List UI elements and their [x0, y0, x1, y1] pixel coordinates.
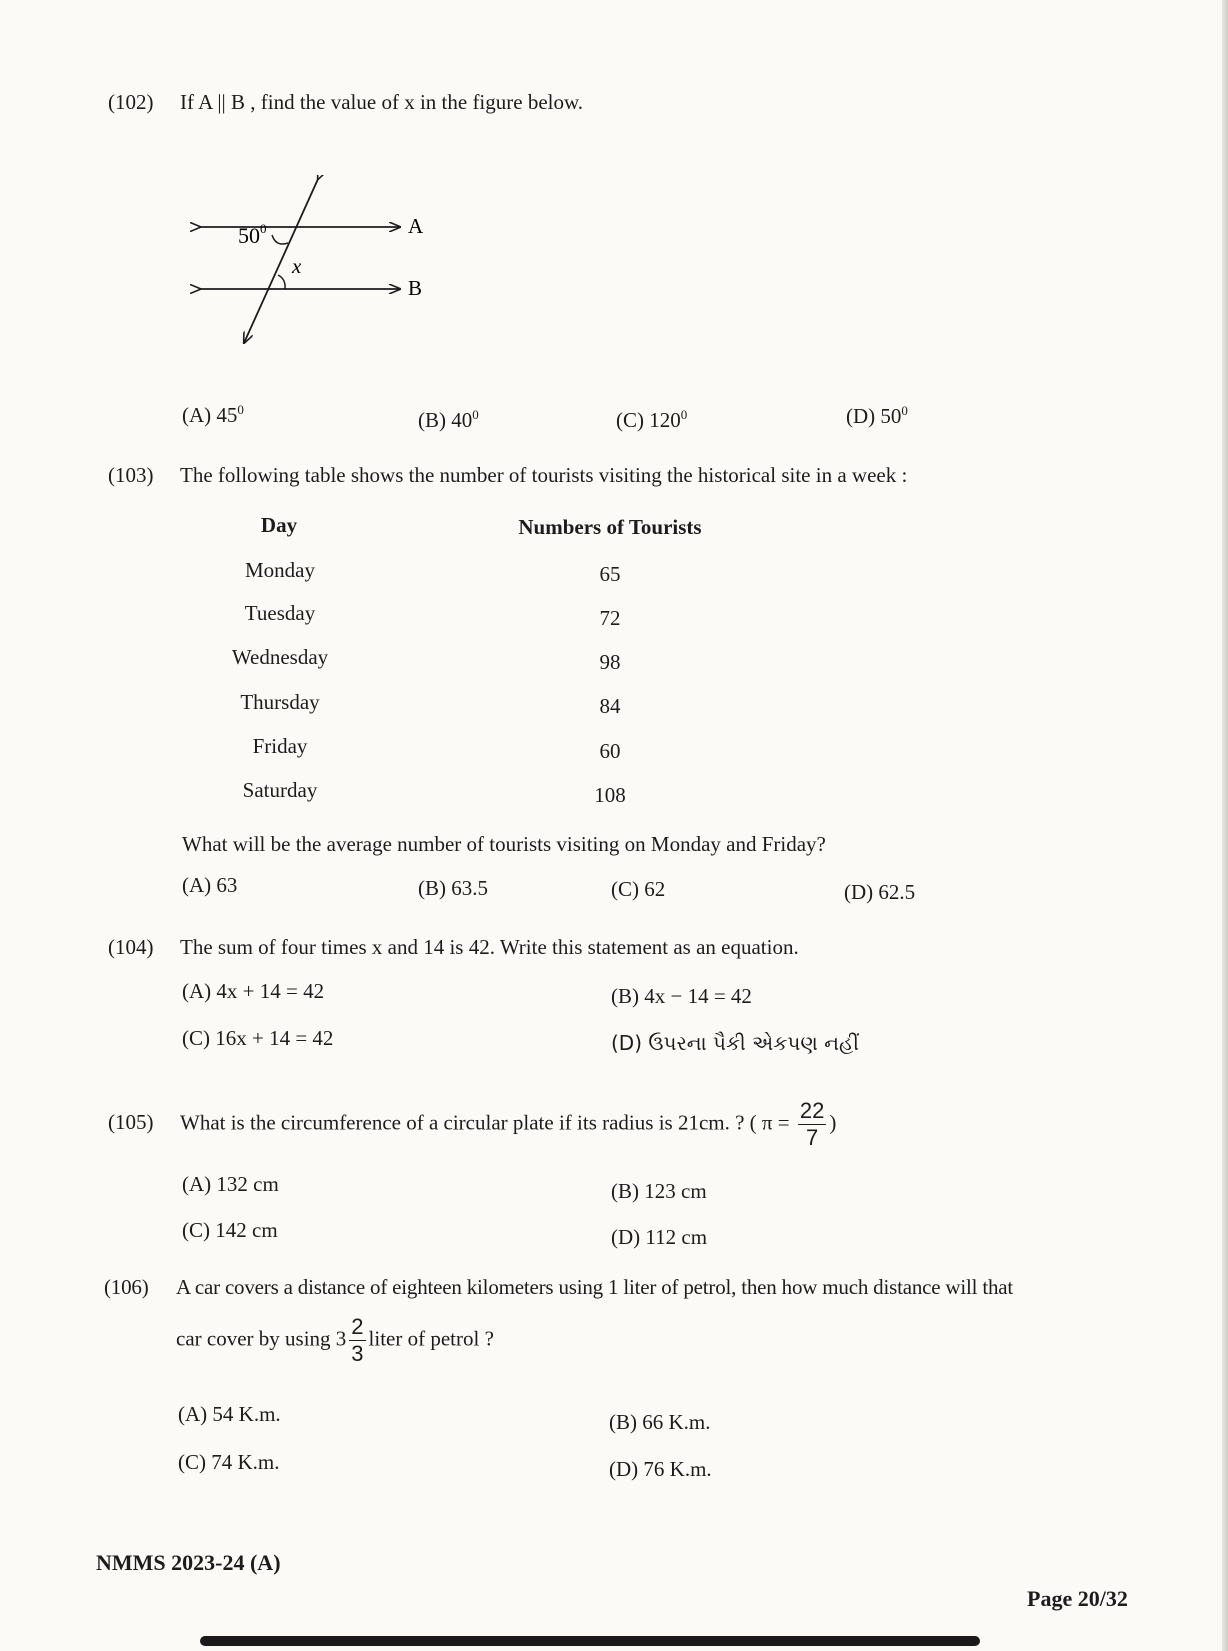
question-text: A car covers a distance of eighteen kilometers using 1 liter of petrol, then how much distance will that [176, 1275, 1014, 1299]
table-header-day: Day [260, 513, 298, 537]
question-number: (105) [108, 1110, 154, 1135]
question-104 [108, 935, 799, 960]
question-number: (104) [108, 935, 154, 959]
option-b[interactable]: (B) 66 K.m. [609, 1410, 711, 1434]
table-cell-day: Friday [252, 734, 308, 758]
option-c[interactable]: (C) 16x + 14 = 42 [182, 1026, 334, 1050]
pi-fraction: $\frac{22}{7}$ [799, 1098, 825, 1150]
page-edge [1222, 0, 1228, 1651]
line-b-label: B [408, 276, 423, 300]
table-cell-count: 60 [599, 739, 621, 763]
question-text: What is the circumference of a circular plate if its radius is 21cm. ? ( π = [180, 1110, 790, 1135]
question-number: (106) [104, 1275, 149, 1299]
option-a[interactable]: (A) 63 [182, 873, 238, 897]
question-102 [108, 90, 583, 115]
table-cell-day: Thursday [240, 690, 320, 714]
option-a[interactable]: (A) $45^0$ [182, 402, 244, 427]
mixed-fraction: $\frac{2}{3}$ [351, 1314, 364, 1366]
table-cell-day: Wednesday [231, 645, 329, 669]
option-b[interactable]: (B) 4x − 14 = 42 [611, 984, 752, 1008]
table-cell-count: 108 [594, 783, 626, 807]
option-c[interactable]: (C) 62 [611, 877, 666, 901]
scan-shadow-bar [200, 1636, 980, 1646]
question-106 [104, 1275, 1013, 1300]
question-103 [108, 463, 907, 488]
page-number: Page 20/32 [1027, 1586, 1128, 1611]
transversal [244, 179, 318, 343]
option-a[interactable]: (A) 54 K.m. [178, 1402, 281, 1426]
table-cell-count: 72 [599, 606, 621, 630]
angle-50-label: $50^0$ [238, 221, 267, 248]
exam-code: NMMS 2023-24 (A) [96, 1550, 281, 1575]
option-b[interactable]: (B) 63.5 [418, 876, 488, 900]
question-text: The following table shows the number of tourists visiting the historical site in a week : [180, 463, 908, 487]
option-a[interactable]: (A) 132 cm [182, 1172, 279, 1196]
option-d[interactable]: (D) 76 K.m. [609, 1457, 712, 1481]
question-number: (102) [108, 90, 154, 114]
table-cell-day: Saturday [242, 778, 318, 802]
option-c[interactable]: (C) 74 K.m. [178, 1450, 280, 1474]
x-label: x [292, 254, 302, 278]
option-b[interactable]: (B) 123 cm [611, 1179, 707, 1203]
table-cell-day: Monday [245, 558, 315, 582]
table-header-tourists: Numbers of Tourists [518, 515, 702, 539]
option-d[interactable]: (D) 112 cm [611, 1225, 708, 1249]
line-a-label: A [408, 214, 424, 238]
parallel-lines-figure [190, 175, 440, 355]
option-d[interactable]: (D) 62.5 [844, 880, 916, 904]
table-cell-day: Tuesday [244, 601, 316, 625]
option-c[interactable]: (C) 142 cm [182, 1218, 278, 1242]
question-103-prompt: What will be the average number of tourists visiting on Monday and Friday? [182, 832, 826, 856]
question-text: If A || B , find the value of x in the figure below. [180, 90, 584, 114]
question-105: (105) What is the circumference of a circular plate if its radius is 21cm. ? ( π = $\frac{22}{7}$ ) [108, 1098, 837, 1150]
angle-arc-x [278, 275, 285, 289]
option-a[interactable]: (A) 4x + 14 = 42 [182, 979, 325, 1003]
question-106-line2: car cover by using 3 $\frac{2}{3}$ liter of petrol ? [176, 1314, 494, 1366]
table-cell-count: 98 [599, 650, 621, 674]
option-b[interactable]: (B) $40^0$ [418, 407, 479, 432]
question-number: (103) [108, 463, 154, 487]
option-d[interactable]: (D) ઉપરના પૈકી એકપણ નહીં [611, 1031, 859, 1055]
option-d[interactable]: (D) $50^0$ [846, 403, 908, 428]
question-text: The sum of four times x and 14 is 42. Write this statement as an equation. [180, 935, 799, 959]
table-cell-count: 84 [599, 694, 621, 718]
table-cell-count: 65 [599, 562, 621, 586]
option-c[interactable]: (C) $120^0$ [616, 407, 688, 432]
angle-arc-50 [272, 235, 288, 244]
